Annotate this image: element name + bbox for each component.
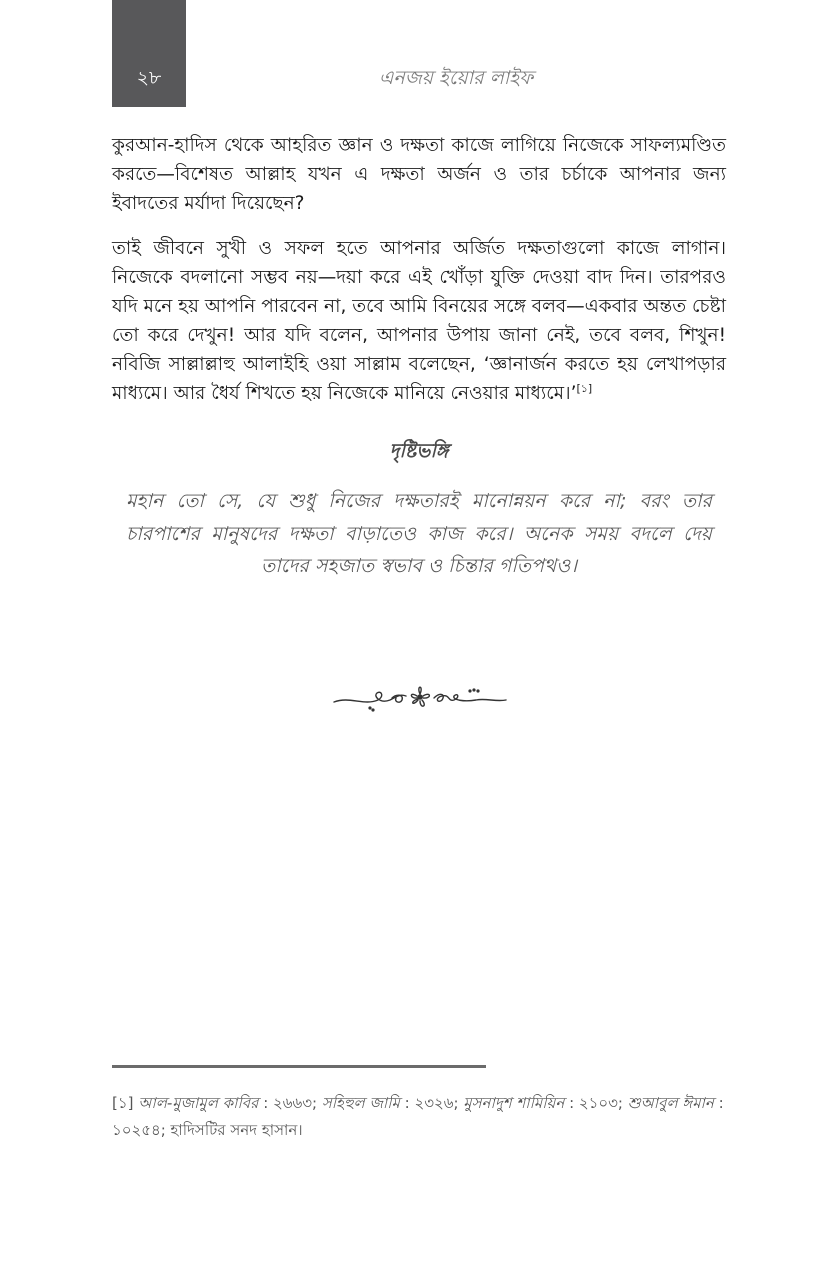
footnote-source: শুআবুল ঈমান xyxy=(627,1094,714,1112)
footnote-ref: : ২৩২৬; xyxy=(399,1094,464,1112)
highlight-quote: মহান তো সে, যে শুধু নিজের দক্ষতারই মানোন্নয়ন করে না; বরং তার চারপাশের মানুষদের দক্ষতা বাড়াতেও কাজ করে। অনেক সময় বদলে দেয় তাদের সহজাত স্বভাব ও চিন্তার গতিপথও। xyxy=(126,490,712,577)
footnote-source: মুসনাদুশ শামিয়িন xyxy=(463,1094,565,1112)
floral-divider-icon xyxy=(330,680,510,716)
footnote-reference[interactable]: [১] xyxy=(576,381,593,395)
footnote-note: হাদিসটির সনদ হাসান। xyxy=(170,1121,303,1139)
footnote-ref: : ১০২৫৪; xyxy=(112,1094,724,1139)
section-heading: দৃষ্টিভঙ্গি xyxy=(389,440,449,462)
page-number: ২৮ xyxy=(136,67,162,89)
running-header-book-title: এনজয় ইয়োর লাইফ xyxy=(378,67,534,89)
footnote-source: আল-মুজামুল কাবির xyxy=(138,1094,259,1112)
body-paragraph-text: তাই জীবনে সুখী ও সফল হতে আপনার অর্জিত দক্ষতাগুলো কাজে লাগান। নিজেকে বদলানো সম্ভব নয়—দয়া করে এই খোঁড়া যুক্তি দেওয়া বাদ দিন। তারপরও যদি মনে হয় আপনি পারবেন না, তবে আমি বিনয়ের সঙ্গে বলব—একবার অন্তত চেষ্টা তো করে দেখুন! আর যদি বলেন, আপনার উপায় জানা নেই, তবে বলব, শিখুন! নবিজি সাল্লাল্লাহু আলাইহি ওয়া সাল্লাম বলেছেন, ‘জ্ঞানার্জন করতে হয় লেখাপড়ার মাধ্যমে। আর ধৈর্য শিখতে হয় নিজেকে মানিয়ে নেওয়ার মাধ্যমে।’ xyxy=(112,238,726,404)
page-number-tab xyxy=(112,0,186,107)
footnote-divider xyxy=(112,1065,486,1068)
footnote-ref: : ২৬৬৩; xyxy=(258,1094,322,1112)
footnote-source: সহিহুল জামি xyxy=(321,1094,400,1112)
body-paragraph xyxy=(112,234,726,408)
footnote-item xyxy=(112,1090,730,1144)
body-paragraph: কুরআন-হাদিস থেকে আহরিত জ্ঞান ও দক্ষতা কাজে লাগিয়ে নিজেকে সাফল্যমণ্ডিত করতে—বিশেষত আল্লাহ যখন এ দক্ষতা অর্জন ও তার চর্চাকে আপনার জন্য ইবাদতের মর্যাদা দিয়েছেন? xyxy=(112,135,726,214)
footnote-marker: [১] xyxy=(112,1094,134,1112)
footnote-ref: : ২১০৩; xyxy=(564,1094,628,1112)
